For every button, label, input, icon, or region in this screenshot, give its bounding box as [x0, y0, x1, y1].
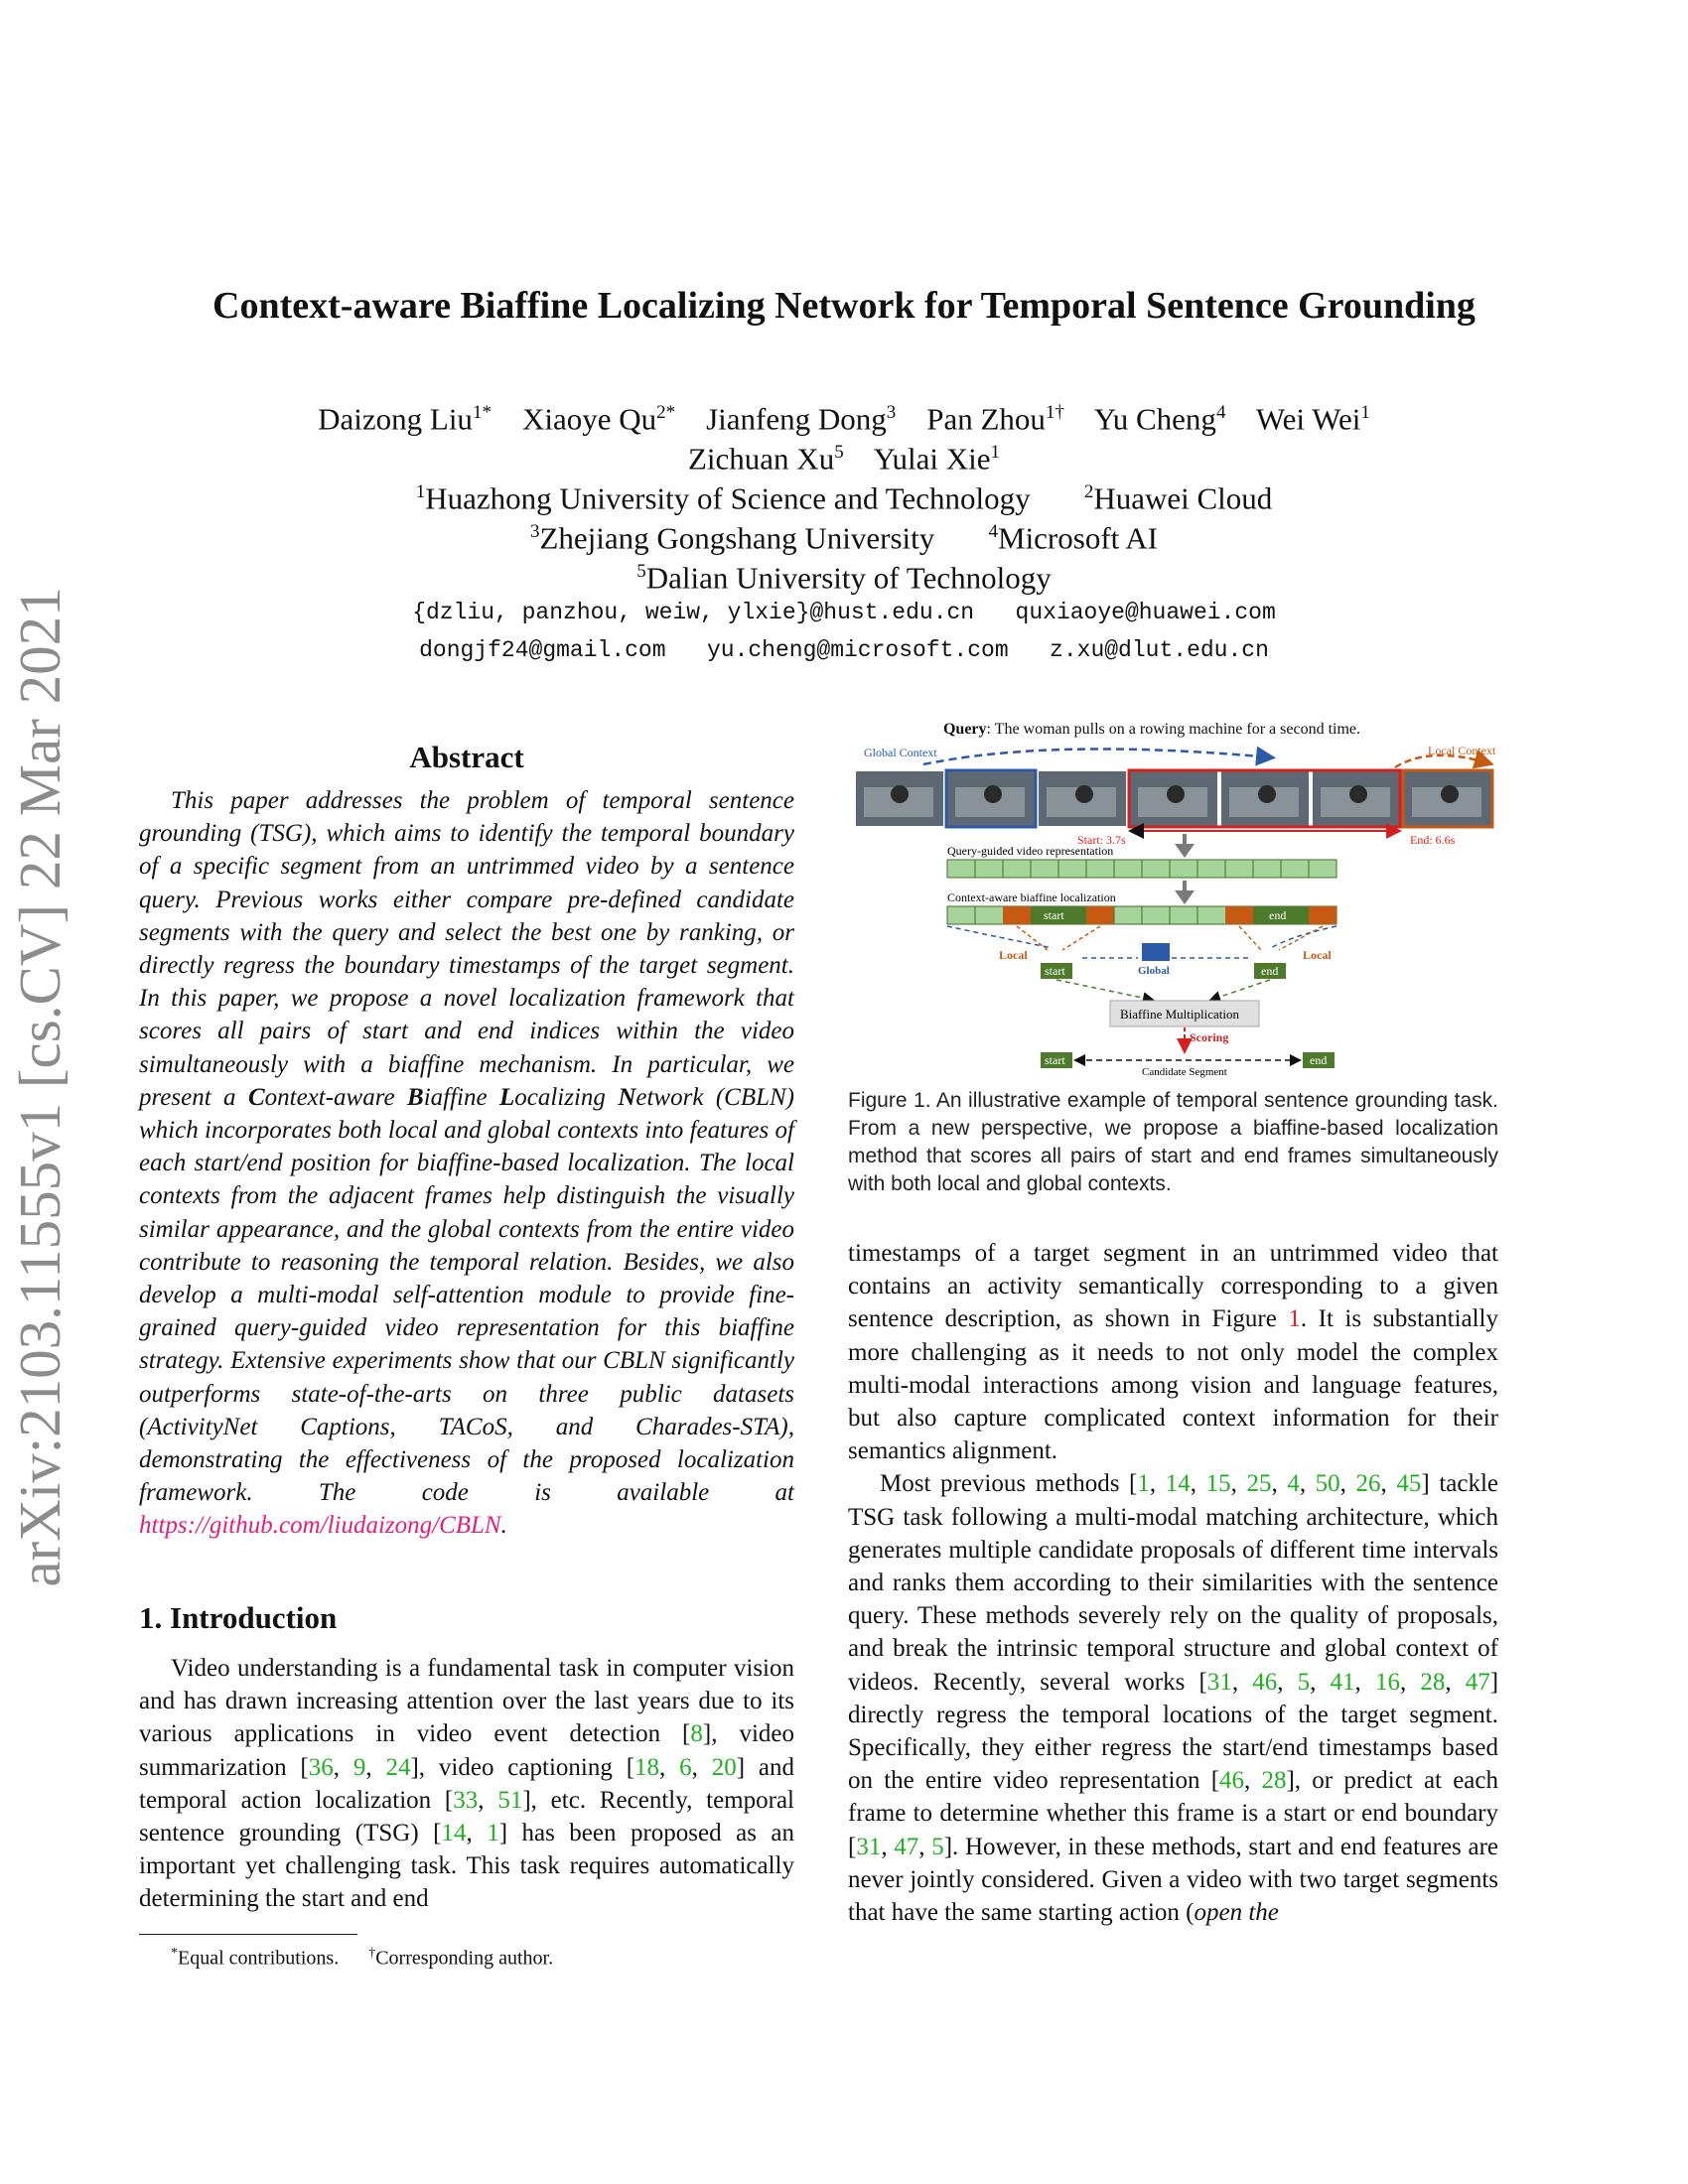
citation[interactable]: 15: [1205, 1470, 1231, 1498]
end-time-label: End: 6.6s: [1410, 833, 1456, 847]
footnote-rule: [139, 1934, 357, 1935]
author: Jianfeng Dong: [706, 401, 887, 437]
author: Zichuan Xu: [687, 441, 835, 477]
end-cell-label: end: [1269, 908, 1287, 922]
local-context-label: Local Context: [1428, 744, 1496, 757]
right-paragraph-2: Most previous methods [1, 14, 15, 25, 4, 50, 26, 45] tackle TSG task following a multi-modal matching architecture, which generates multiple candidate proposals of different time intervals and ranks them according to their similarities with the sentence query. These methods severely rely on the quality of proposals, and break the intrinsic temporal structure and global context of videos. Recently, several works [31, 46, 5, 41, 16, 28, 47] directly regress the temporal locations of the target segment. Specifically, they either regress the start/end timestamps based on the entire video representation [46, 28], or predict at each frame to determine whether this frame is a start or end boundary [31, 47, 5]. However, in these methods, start and end features are never jointly considered. Given a video with two target segments that have the same starting action (open the: [848, 1470, 1499, 1927]
email-line-2: [149, 637, 1539, 663]
video-frames: [856, 771, 1491, 826]
right-column: [848, 1237, 1498, 1929]
citation[interactable]: 8: [690, 1720, 703, 1748]
candidate-start-label: start: [1045, 1053, 1065, 1067]
email[interactable]: dongjf24@gmail.com: [419, 637, 666, 663]
start-to-biaffine: [1056, 980, 1152, 1000]
query-guided-representation-row: [947, 860, 1336, 878]
down-arrow-icon: [1175, 881, 1195, 904]
affiliation: Dalian University of Technology: [645, 560, 1052, 596]
citation[interactable]: 31: [1206, 1668, 1232, 1696]
citation[interactable]: 1: [1137, 1470, 1150, 1498]
global-label: Global: [1138, 965, 1170, 977]
email[interactable]: yu.cheng@microsoft.com: [706, 637, 1009, 663]
global-node: [1142, 943, 1170, 961]
citation[interactable]: 47: [1465, 1668, 1490, 1696]
citation[interactable]: 33: [453, 1786, 479, 1814]
local-link: [1239, 926, 1261, 950]
arxiv-stamp: arXiv:2103.11555v1 [cs.CV] 22 Mar 2021: [7, 587, 72, 1587]
candidate-label: Candidate Segment: [1142, 1066, 1227, 1078]
citation[interactable]: 50: [1315, 1470, 1340, 1498]
citation[interactable]: 51: [497, 1786, 523, 1814]
row2-label: Context-aware biaffine localization: [947, 890, 1116, 904]
citation[interactable]: 16: [1374, 1668, 1400, 1696]
author: Xiaoye Qu: [521, 401, 657, 437]
citation[interactable]: 26: [1355, 1470, 1381, 1498]
citation[interactable]: 46: [1252, 1668, 1278, 1696]
citation[interactable]: 24: [385, 1753, 411, 1781]
citation[interactable]: 5: [931, 1833, 944, 1860]
citation[interactable]: 28: [1420, 1668, 1446, 1696]
citation[interactable]: 1: [487, 1820, 499, 1847]
start-time-label: Start: 3.7s: [1077, 833, 1126, 847]
citation[interactable]: 5: [1297, 1668, 1311, 1696]
citation[interactable]: 18: [634, 1753, 660, 1781]
row1-label: Query-guided video representation: [947, 844, 1114, 858]
abstract-heading: Abstract: [409, 740, 524, 774]
citation[interactable]: 4: [1287, 1470, 1300, 1498]
citation[interactable]: 46: [1219, 1767, 1245, 1795]
citation[interactable]: 31: [856, 1833, 882, 1860]
biaffine-label: Biaffine Multiplication: [1120, 1007, 1239, 1022]
local-link: [1062, 926, 1100, 950]
down-arrow-icon: [1175, 834, 1195, 858]
citation[interactable]: 41: [1330, 1668, 1355, 1696]
citation[interactable]: 25: [1246, 1470, 1272, 1498]
email-line-1: [149, 600, 1539, 625]
author-line-2: Zichuan Xu$^5$ Yulai Xie$^1$: [687, 441, 1001, 477]
end-node-label: end: [1261, 964, 1279, 978]
affiliation: Huazhong University of Science and Technology: [425, 480, 1031, 516]
local-label: Local: [1303, 948, 1332, 962]
author: Yulai Xie: [873, 441, 991, 477]
local-label: Local: [999, 948, 1028, 962]
author: Wei Wei: [1255, 401, 1361, 437]
start-node-label: start: [1045, 964, 1065, 978]
email[interactable]: z.xu@dlut.edu.cn: [1050, 637, 1269, 663]
affiliation: Microsoft AI: [998, 520, 1159, 556]
citation[interactable]: 14: [441, 1820, 467, 1847]
figure-caption: Figure 1. An illustrative example of temporal sentence grounding task. From a new perspective, we propose a biaffine-based localization method that scores all pairs of start and end frames simultaneously with both local and global contexts.: [848, 1089, 1498, 1195]
intro-paragraph: Video understanding is a fundamental task in computer vision and has drawn increasing attention over the last years due to its various applications in video event detection [8], video summarization [36, 9, 24], video captioning [18, 6, 20] and temporal action localization [33, 51], etc. Recently, temporal sentence grounding (TSG) [14, 1] has been proposed as an important yet challenging task. This task requires automatically determining the start and end: [139, 1655, 795, 1913]
figure-1: [854, 740, 1514, 1087]
start-cell-label: start: [1044, 908, 1064, 922]
figure-query: Query: The woman pulls on a rowing machine for a second time.: [942, 721, 1361, 738]
global-context-arc: [923, 749, 1271, 764]
citation[interactable]: 6: [679, 1753, 692, 1781]
local-link: [1017, 926, 1048, 950]
affiliation: Zhejiang Gongshang University: [539, 520, 935, 556]
candidate-end-label: end: [1310, 1053, 1328, 1067]
affiliation-line-3: $^5$Dalian University of Technology: [636, 560, 1052, 596]
email[interactable]: {dzliu, panzhou, weiw, ylxie}@hust.edu.cn: [412, 600, 975, 625]
global-context-label: Global Context: [864, 746, 937, 759]
affiliation-line-2: $^3$Zhejiang Gongshang University $^4$Microsoft AI: [529, 520, 1159, 556]
author: Daizong Liu: [318, 401, 473, 437]
abstract-body: This paper addresses the problem of temporal sentence grounding (TSG), which aims to identify the temporal boundary of a specific segment from an untrimmed video by a sentence query. Previous works either compare pre-defined candidate segments with the query and select the best one by ranking, or directly regress the boundary timestamps of the target segment. In this paper, we propose a novel localization framework that scores all pairs of start and end indices within the video simultaneously with a biaffine mechanism. In particular, we present a Context-aware Biaffine Localizing Network (CBLN) which incorporates both local and global contexts into features of each start/end position for biaffine-based localization. The local contexts from the adjacent frames help distinguish the visually similar appearance, and the global contexts from the entire video contribute to reasoning the temporal relation. Besides, we also develop a multi-modal self-attention module to provide fine-grained query-guided video representation for this biaffine strategy. Extensive experiments show that our CBLN significantly outperforms state-of-the-arts on three public datasets (ActivityNet Captions, TACoS, and Charades-STA), demonstrating the effectiveness of the proposed localization framework. The code is available at https://github.com/liudaizong/CBLN.: [139, 787, 794, 1540]
email[interactable]: quxiaoye@huawei.com: [1015, 600, 1276, 625]
affiliation: Huawei Cloud: [1093, 480, 1273, 516]
affiliation-line-1: $^1$Huazhong University of Science and Technology $^2$Huawei Cloud: [415, 480, 1273, 516]
figure-ref[interactable]: 1: [1288, 1305, 1301, 1333]
citation[interactable]: 47: [894, 1833, 919, 1860]
paper-title: Context-aware Biaffine Localizing Network for Temporal Sentence Grounding: [212, 285, 1476, 327]
citation[interactable]: 20: [711, 1753, 737, 1781]
end-to-biaffine: [1211, 980, 1270, 1000]
global-link: [947, 926, 1053, 948]
citation[interactable]: 45: [1396, 1470, 1422, 1498]
author-line-1: Daizong Liu$^{1*}$ Xiaoye $Qu^{2*}$ Jianfeng Dong$^3$ Pan Zhou$^{1\dagger}$ Yu Cheng$^4$ Wei Wei$^1$: [318, 401, 1370, 437]
author: Pan Zhou: [926, 401, 1046, 437]
citation[interactable]: 9: [352, 1753, 366, 1781]
citation[interactable]: 14: [1165, 1470, 1191, 1498]
scoring-label: Scoring: [1190, 1030, 1229, 1044]
local-link: [1279, 926, 1323, 950]
footnote: *Equal contributions. †Corresponding author.: [171, 1946, 554, 1970]
code-link[interactable]: https://github.com/liudaizong/CBLN: [139, 1512, 501, 1540]
right-paragraph-1: timestamps of a target segment in an untrimmed video that contains an activity semantically corresponding to a given sentence description, as shown in Figure 1. It is substantially more challenging as it needs to not only model the complex multi-modal interactions among vision and language features, but also capture complicated context information for their semantics alignment.: [848, 1240, 1499, 1465]
author: Yu Cheng: [1093, 401, 1216, 437]
citation[interactable]: 36: [308, 1753, 334, 1781]
section-heading: 1. Introduction: [139, 1600, 338, 1635]
citation[interactable]: 28: [1261, 1767, 1287, 1795]
